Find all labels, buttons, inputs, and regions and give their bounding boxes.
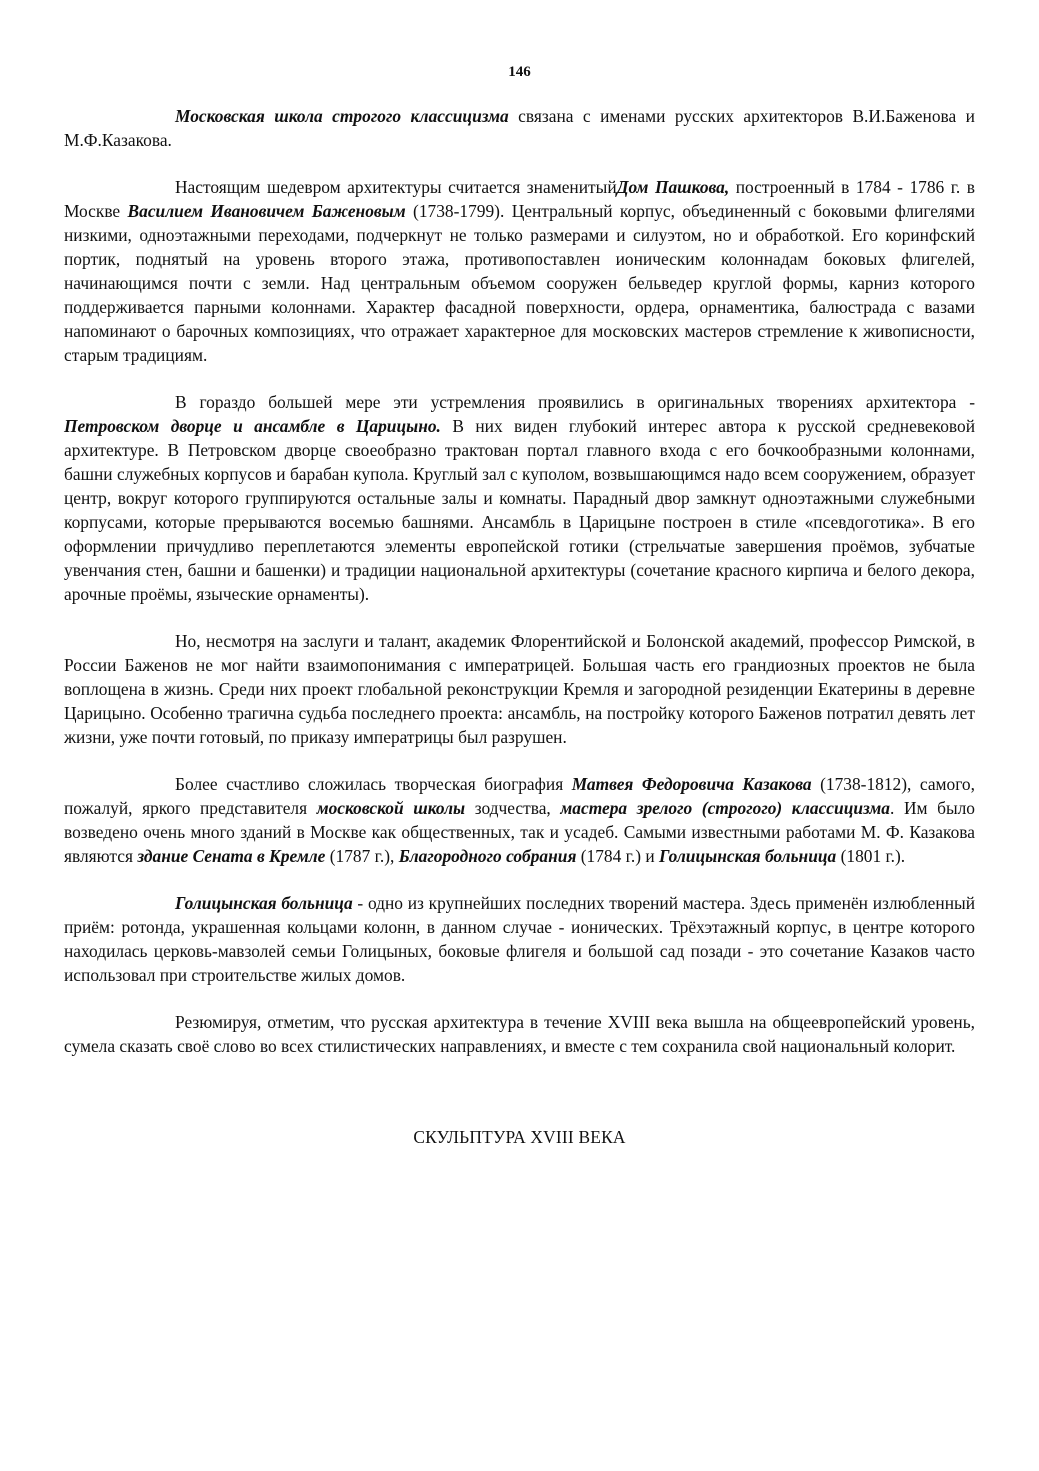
text-run: (1801 г.). [836, 846, 906, 866]
paragraph-6 [64, 891, 975, 987]
text-run: Настоящим шедевром архитектуры считается знаменитый [175, 177, 617, 197]
text-run: (1784 г.) и [576, 846, 659, 866]
paragraph-1 [64, 104, 975, 152]
emphasized-text: Благородного собрания [398, 846, 577, 866]
text-run: . Им было возведено очень много зданий в Москве как общественных, так и усадеб. Самыми известными работами М. Ф. Казакова являются [64, 798, 975, 866]
emphasized-text: Петровском дворце и ансамбле в Царицыно. [64, 416, 441, 436]
emphasized-text: Голицынская больница [659, 846, 837, 866]
body-text [64, 104, 975, 1058]
paragraph-5 [64, 772, 975, 868]
paragraph-7 [64, 1010, 975, 1058]
text-run: (1738-1812), самого, пожалуй, яркого представителя [64, 774, 975, 818]
text-run: (1738-1799). Центральный корпус, объединенный с боковыми флигелями низкими, одноэтажными переходами, подчеркнут не только размерами и силуэтом, но и обработкой. Его коринфский портик, поднятый на уровень второго этажа, противопоставлен ионическим колоннадам боковых флигелей, начинающимся почти с земли. Над центральным объемом сооружен бельведер круглой формы, карниз которого поддерживается парными колоннами. Характер фасадной поверхности, ордера, орнаментика, балюстрада с вазами напоминают о барочных композициях, что отражает характерное для московских мастеров стремление к живописности, старым традициям. [64, 201, 975, 365]
text-run: Более счастливо сложилась творческая биография [175, 774, 572, 794]
text-run: В них виден глубокий интерес автора к русской средневековой архитектуре. В Петровском дворце своеобразно трактован портал главного входа с его бочкообразными колоннами, башни служебных корпусов и барабан купола. Круглый зал с куполом, возвышающимся надо всем сооружением, образует центр, вокруг которого группируются остальные залы и комнаты. Парадный двор замкнут одноэтажными служебными корпусами, которые прерываются восемью башнями. Ансамбль в Царицыне построен в стиле «псевдоготика». В его оформлении причудливо переплетаются элементы европейской готики (стрельчатые завершения проёмов, зубчатые увенчания стен, башни и башенки) и традиции национальной архитектуры (сочетание красного кирпича и белого декора, арочные проёмы, языческие орнаменты). [64, 416, 975, 604]
text-run: зодчества, [465, 798, 561, 818]
text-run: - одно из крупнейших последних творений мастера. Здесь применён излюбленный приём: ротонда, украшенная кольцами колонн, в данном случае - ионических. Трёхэтажный корпус, в центре которого находилась церковь-мавзолей семьи Голицыных, боковые флигеля и большой сад позади - это сочетание Казаков часто использовал при строительстве жилых домов. [64, 893, 975, 985]
emphasized-text: мастера зрелого (строгого) классицизма [560, 798, 891, 818]
emphasized-text: Дом Пашкова, [616, 177, 730, 197]
emphasized-text: Московская школа строгого классицизма [175, 106, 509, 126]
section-heading: СКУЛЬПТУРА XVIII ВЕКА [413, 1127, 626, 1147]
text-run: построенный в 1784 - 1786 г. в Москве [64, 177, 975, 221]
page-number: 146 [508, 64, 531, 80]
text-run: Резюмируя, отметим, что русская архитектура в течение XVIII века вышла на общеевропейский уровень, сумела сказать своё слово во всех стилистических направлениях, и вместе с тем сохранила свой национальный колорит. [64, 1012, 975, 1056]
paragraph-3 [64, 390, 975, 606]
emphasized-text: здание Сената в Кремле [137, 846, 326, 866]
text-run: (1787 г.), [325, 846, 399, 866]
emphasized-text: московской школы [316, 798, 466, 818]
text-run: Но, несмотря на заслуги и талант, академик Флорентийской и Болонской академий, профессор Римской, в России Баженов не мог найти взаимопонимания с императрицей. Большая часть его грандиозных проектов не была воплощена в жизнь. Среди них проект глобальной реконструкции Кремля и загородной резиденции Екатерины в деревне Царицыно. Особенно трагична судьба последнего проекта: ансамбль, на постройку которого Баженов потратил девять лет жизни, уже почти готовый, по приказу императрицы был разрушен. [64, 631, 975, 747]
text-run: В гораздо большей мере эти устремления проявились в оригинальных творениях архитектора - [175, 392, 975, 412]
emphasized-text: Голицынская больница [175, 893, 353, 913]
paragraph-2 [64, 175, 975, 367]
emphasized-text: Матвея Федоровича Казакова [571, 774, 812, 794]
paragraph-4 [64, 629, 975, 749]
text-run: связана с именами русских архитекторов В.И.Баженова и М.Ф.Казакова. [64, 106, 975, 150]
emphasized-text: Василием Ивановичем Баженовым [127, 201, 406, 221]
